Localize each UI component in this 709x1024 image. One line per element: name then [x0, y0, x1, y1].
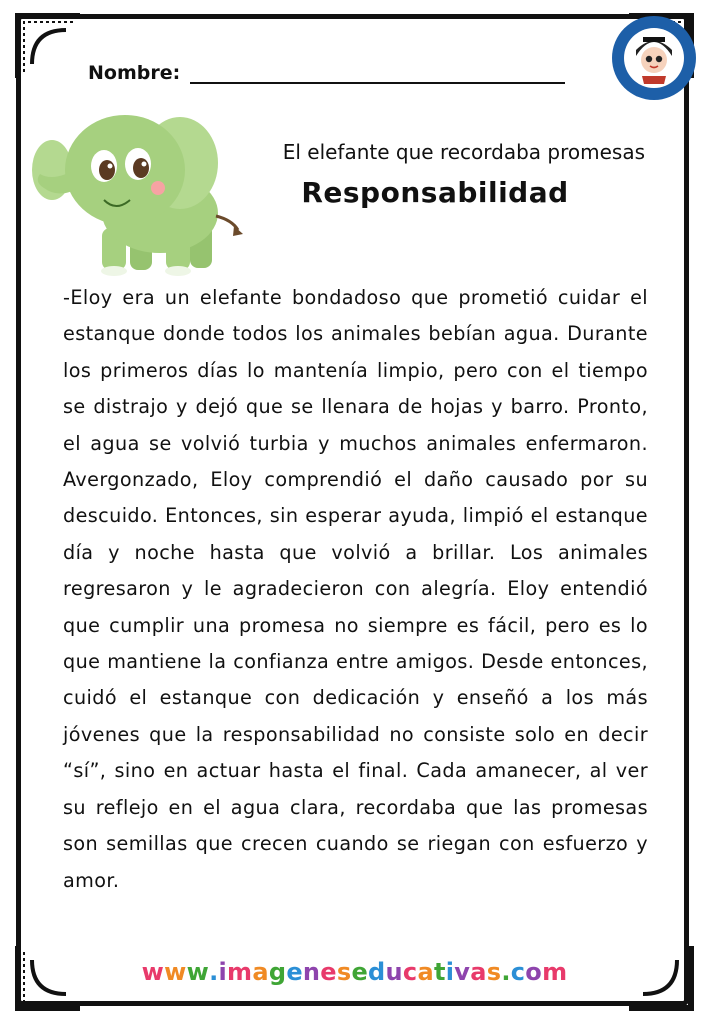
website-letter: w — [186, 958, 210, 986]
website-letter: a — [470, 958, 487, 986]
website-letter: . — [501, 958, 511, 986]
website-letter: g — [268, 958, 287, 986]
website-letter: t — [433, 958, 446, 986]
name-label: Nombre: — [88, 62, 181, 84]
website-letter: s — [336, 958, 352, 986]
website-letter: e — [351, 958, 369, 986]
story-subtitle: El elefante que recordaba promesas — [282, 140, 645, 164]
corner-ornament-top-left — [14, 12, 84, 82]
website-letter: u — [385, 958, 403, 986]
website-letter: m — [227, 958, 253, 986]
website-letter: c — [510, 958, 526, 986]
website-letter: e — [286, 958, 303, 986]
website-letter: n — [302, 958, 321, 986]
website-letter: s — [486, 958, 502, 986]
website-footer[interactable] — [0, 958, 709, 986]
story-title: Responsabilidad — [301, 176, 569, 209]
website-letter: w — [164, 958, 187, 986]
site-logo — [610, 14, 698, 102]
website-letter: c — [402, 958, 418, 986]
name-field-row — [88, 62, 565, 84]
website-letter: w — [141, 958, 165, 986]
website-letter: o — [525, 958, 543, 986]
website-letter: . — [209, 958, 219, 986]
website-letter: i — [445, 958, 455, 986]
website-letter: i — [218, 958, 228, 986]
story-body: -Eloy era un elefante bondadoso que prometió cuidar el estanque donde todos los animales bebían agua. Durante los primeros días lo mantenía limpio, pero con el tiempo se distrajo y dejó que se llenara de hojas y barro. Pronto, el agua se volvió turbia y muchos animales enfermaron. Avergonzado, Eloy comprendió el daño causado por su descuido. Entonces, sin esperar ayuda, limpió el estanque día y noche hasta que volvió a brillar. Los animales regresaron y le agradecieron con alegría. Eloy entendió que cumplir una promesa no siempre es fácil, pero es lo que mantiene la confianza entre amigos. Desde entonces, cuidó el estanque con dedicación y enseñó a los más jóvenes que la responsabilidad no consiste solo en decir “sí”, sino en actuar hasta el final. Cada amanecer, al ver su reflejo en el agua clara, recordaba que las promesas son semillas que crecen cuando se riegan con esfuerzo y amor. — [63, 286, 648, 892]
website-letter: e — [320, 958, 337, 986]
name-input-line[interactable] — [190, 64, 565, 84]
website-letter: m — [542, 958, 568, 986]
website-letter: a — [252, 958, 269, 986]
website-letter: v — [454, 958, 471, 986]
website-letter: a — [417, 958, 434, 986]
elephant-illustration — [30, 108, 245, 283]
website-letter: d — [368, 958, 386, 986]
